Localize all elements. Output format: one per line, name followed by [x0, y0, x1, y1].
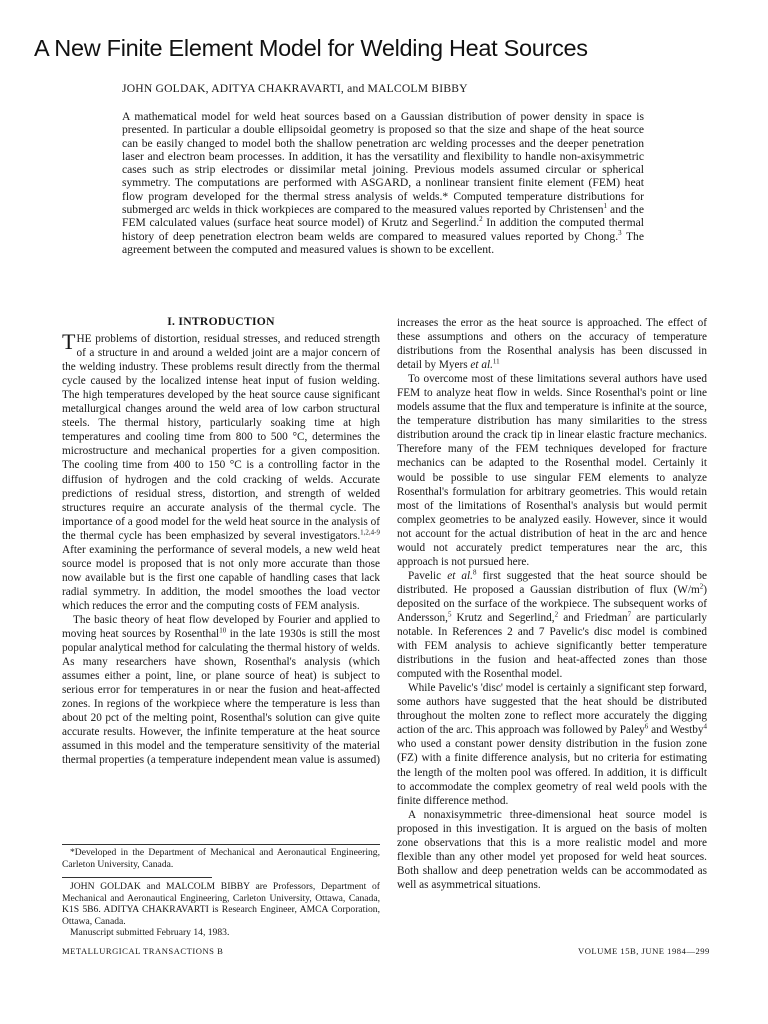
paragraph [62, 329, 380, 613]
paragraph-text: who used a constant power density distribution in the fusion zone (FZ) with a finite difference analysis, but no criteria for estimating the length of the molten pool was offered. In addition, it is difficult to accommodate the complex geometry of real weld pools with the finite difference method. [397, 738, 707, 807]
footnote-submitted: Manuscript submitted February 14, 1983. [70, 927, 230, 939]
paragraph-text: first suggested that the heat source should be distributed. He proposed a Gaussian distribution of flux (W/m [397, 569, 707, 596]
citation-ref: 1 [603, 202, 607, 211]
citation-ref: 6 [644, 722, 649, 731]
footnote-divider [62, 844, 380, 845]
paragraph-text: ) deposited on the surface of the workpiece. The subsequent works of Andersson, [397, 583, 707, 624]
paragraph-text: While Pavelic's 'disc' model is certainly a significant step forward, some authors have suggested that the heat should be distributed throughout the molten zone to reflect more accurately the digging action of the arc. This approach was followed by Paley [397, 682, 707, 737]
paragraph-text: The basic theory of heat flow developed by Fourier and applied to moving heat sources by Rosenthal [62, 613, 380, 641]
citation-ref: 4 [703, 722, 707, 731]
paragraph-text: and Westby [648, 724, 704, 737]
paragraph: A nonaxisymmetric three-dimensional heat source model is proposed in this investigation. It is argued on the basis of molten zone observations that this is a more realistic model and more flexible than any other model yet proposed for weld heat sources. Both shallow and deep penetration welds can be accommodated as well as asymmetrical situations. [397, 808, 707, 891]
citation-ref: 3 [618, 228, 622, 237]
superscript: 2 [699, 582, 704, 591]
abstract-text: The agreement between the computed and measured values is shown to be excellent. [122, 229, 644, 256]
paragraph [397, 316, 707, 372]
citation-ref: 8 [472, 568, 477, 577]
paragraph-text: After examining the performance of several models, a new weld heat source model is proposed that is not only more accurate than those now available but is the first one capable of handling cases that lack radial symmetry. In addition, the model smoothes the load vector which reduces the error and the computing costs of FEM analysis. [62, 543, 380, 612]
drop-cap: T [62, 329, 76, 355]
paragraph [397, 569, 707, 681]
abstract-text: In addition the computed thermal history of deep penetration electron beam welds are compared to measured values reported by Chong. [122, 216, 644, 243]
paper-title: A New Finite Element Model for Welding Heat Sources [34, 35, 588, 61]
citation-ref: 10 [219, 626, 227, 635]
right-column [397, 316, 707, 892]
citation-ref: 5 [447, 610, 452, 619]
footnote-divider [62, 877, 212, 878]
et-al: et al. [470, 359, 493, 372]
paragraph [397, 681, 707, 807]
footnote-text: JOHN GOLDAK and MALCOLM BIBBY are Professors, Department of Mechanical and Aeronautical Engineering, Carleton University, Ottawa, Canada, K1S 5B6. ADITYA CHAKRAVARTI is Research Engineer, AMCA Corporation, Ottawa, Canada. [62, 881, 380, 927]
paragraph-text: Pavelic [408, 569, 448, 582]
et-al: et al. [447, 569, 473, 582]
footnote-text: *Developed in the Department of Mechanical and Aeronautical Engineering, Carleton University, Canada. [62, 847, 380, 870]
citation-ref: 2 [554, 610, 559, 619]
paragraph [62, 613, 380, 768]
paragraph-text: HE problems of distortion, residual stresses, and reduced strength of a structure in and around a welded joint are a major concern of the welding industry. These problems result directly from the thermal cycle caused by the localized intense heat input of fusion welding. The high temperatures developed by the heat source cause significant metallurgical changes around the weld area of low carbon structural steels. The thermal history, particularly soaking time at high temperatures and cooling time from 800 to 500 °C, determines the microstructure and mechanical properties for a given composition. The cooling time from 400 to 150 °C is a controlling factor in the diffusion of hydrogen and the cold cracking of welds. Accurate predictions of residual stress, distortion, and strength of welded structures require an accurate analysis of the thermal cycle. The importance of a good model for the weld heat source in the analysis of the thermal cycle has been emphasized by several investigators. [62, 333, 380, 542]
section-heading-introduction: I. INTRODUCTION [167, 315, 275, 328]
author-list: JOHN GOLDAK, ADITYA CHAKRAVARTI, and MALCOLM BIBBY [122, 82, 468, 95]
abstract-text: and the FEM calculated values (surface heat source model) of Krutz and Segerlind. [122, 203, 644, 230]
footnote-author-affiliations [62, 881, 380, 939]
citation-ref: 2 [479, 215, 483, 224]
paragraph-text: in the late 1930s is still the most popular analytical method for calculating the thermal history of welds. As many researchers have shown, Rosenthal's analysis (which assumes either a point, line, or plane source of heat) is subject to serious error for temperatures in or near the fusion and heat-affected zones. In regions of the workpiece where the temperature is less than about 20 pct of the melting point, Rosenthal's solution can give quite accurate results. However, the infinite temperature at the heat source assumed in this model and the temperature sensitivity of the material thermal properties (a temperature independent mean value is assumed) [62, 628, 380, 767]
paragraph: To overcome most of these limitations several authors have used FEM to analyze heat flow in welds. Since Rosenthal's point or line models assume that the flux and temperature is infinite at the source, the temperature distribution has many similarities to the stress distribution around the crack tip in linear elastic fracture mechanics. Therefore many of the FEM techniques developed for fracture mechanics can be adapted to the Rosenthal model. Certainly it would be possible to use singular FEM elements to analyze Rosenthal's formulation for arbitrary geometries. This would retain most of the limitations of Rosenthal's analysis but would permit complex geometries to be analyzed easily. However, since it would not account for the actual distribution of heat in the arc and hence would not accurately predict temperatures near the arc, this approach is not pursued here. [397, 373, 707, 568]
abstract-text: A mathematical model for weld heat sources based on a Gaussian distribution of power density in space is presented. In particular a double ellipsoidal geometry is proposed so that the size and shape of the heat source can be easily changed to model both the shallow penetration arc welding processes and the deeper penetration laser and electron beam processes. In addition, it has the versatility and flexibility to handle non-axisymmetric cases such as strip electrodes or dissimilar metal joining. Previous models assumed circular or spherical symmetry. The computations are performed with ASGARD, a nonlinear transient finite element (FEM) heat flow program developed for the thermal stress analysis of welds.* Computed temperature distributions for submerged arc welds in thick workpieces are compared to the measured values reported by Christensen [122, 110, 644, 217]
paragraph-text: Krutz and Segerlind, [451, 611, 555, 624]
citation-ref: 7 [627, 610, 632, 619]
paragraph-text: are particularly notable. In References 2 and 7 Pavelic's disc model is combined with FEM analysis to achieve significantly better temperature distributions in the fusion and heat-affected zones than those computed with the Rosenthal model. [397, 611, 707, 681]
journal-name: METALLURGICAL TRANSACTIONS B [62, 946, 224, 956]
paragraph-text: increases the error as the heat source is approached. The effect of these assumptions and others on the accuracy of temperature distributions from the Rosenthal analysis has been discussed in detail by Myers [397, 317, 707, 372]
paragraph-text: and Friedman [558, 611, 628, 624]
footnote-developed [62, 847, 380, 870]
abstract [122, 110, 644, 256]
volume-page-info: VOLUME 15B, JUNE 1984—299 [578, 946, 710, 956]
citation-ref: 1,2,4-9 [360, 527, 380, 536]
left-column [62, 315, 380, 768]
citation-ref: 11 [492, 357, 500, 366]
